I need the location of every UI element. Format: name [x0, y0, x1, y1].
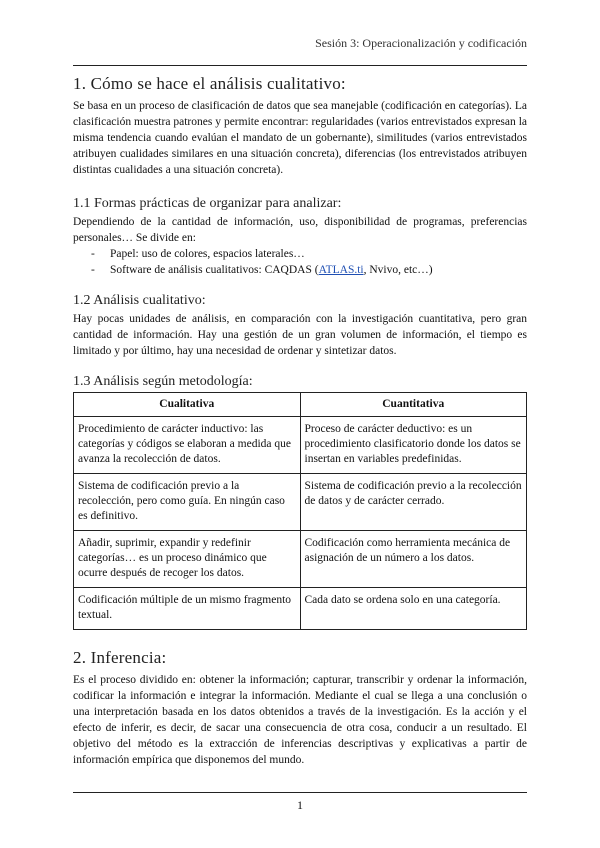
table-cell: Proceso de carácter deductivo: es un procedimiento clasificatorio donde los datos se insertan en variables predefinidas. [300, 417, 527, 474]
methodology-table [73, 392, 527, 630]
footer-divider [73, 792, 527, 793]
column-header-cuantitativa: Cuantitativa [300, 393, 527, 417]
section-heading: 2. Inferencia: [73, 648, 167, 667]
page-number: 1 [297, 798, 303, 812]
table-cell: Cada dato se ordena solo en una categoría. [300, 588, 527, 630]
subsection-paragraph: Dependiendo de la cantidad de información, uso, disponibilidad de programas, preferencias personales… Se divide en: [73, 216, 527, 244]
atlas-ti-link[interactable]: ATLAS.ti [318, 264, 364, 276]
bullet-list [73, 246, 527, 278]
header-divider [73, 65, 527, 66]
table-row [74, 474, 527, 531]
table-row [74, 531, 527, 588]
list-item-text: , Nvivo, etc…) [363, 264, 433, 276]
section-analisis-cualitativo-detalle [73, 293, 527, 359]
table-cell: Codificación múltiple de un mismo fragmento textual. [74, 588, 301, 630]
list-item-text: Software de análisis cualitativos: CAQDAS ( [110, 264, 319, 276]
subsection-paragraph: Hay pocas unidades de análisis, en comparación con la investigación cuantitativa, pero gran cantidad de información. Hay una gestión de un gran volumen de información, el tiempo es limitado y por último, hay una necesidad de ordenar y sintetizar datos. [73, 313, 527, 357]
subsection-heading: 1.1 Formas prácticas de organizar para analizar: [73, 196, 342, 211]
page-header: Sesión 3: Operacionalización y codificación [315, 36, 527, 50]
column-header-cualitativa: Cualitativa [74, 393, 301, 417]
table-row [74, 417, 527, 474]
section-inferencia [73, 648, 527, 768]
table-cell: Codificación como herramienta mecánica de asignación de un número a los datos. [300, 531, 527, 588]
section-formas-practicas [73, 196, 527, 278]
document-body [73, 74, 527, 768]
list-item [91, 262, 527, 278]
subsection-heading: 1.3 Análisis según metodología: [73, 374, 253, 389]
section-metodologia [73, 374, 527, 630]
list-item [91, 246, 527, 262]
table-header-row [74, 393, 527, 417]
section-paragraph: Es el proceso dividido en: obtener la información; capturar, transcribir y ordenar la información, codificar la información e integrar la información. Mediante el cual se llega a una conclusión o una interpretación basada en los datos obtenidos a través de la investigación. Es la acción y el efecto de inferir, es decir, de sacar una consecuencia de otra cosa, conducir a un resultado. El objetivo del método es la extracción de inferencias descriptivas y explicativas a partir de información empírica que disponemos del mundo. [73, 674, 527, 766]
table-row [74, 588, 527, 630]
table-cell: Sistema de codificación previo a la recolección de datos y de carácter cerrado. [300, 474, 527, 531]
section-analisis-cualitativo [73, 74, 527, 178]
subsection-heading: 1.2 Análisis cualitativo: [73, 293, 206, 308]
section-paragraph: Se basa en un proceso de clasificación de datos que sea manejable (codificación en categorías). La clasificación muestra patrones y permite encontrar: regularidades (varios entrevistados expresan la misma tendencia cuando evalúan el mandato de un gobernante), similitudes (varios entrevistados atribuyen cualidades similares en una situación concreta), diferencias (los entrevistados atribuyen distintas cualidades a una situación concreta). [73, 100, 527, 176]
list-item-text: Papel: uso de colores, espacios laterales… [110, 248, 305, 260]
table-cell: Añadir, suprimir, expandir y redefinir categorías… es un proceso dinámico que ocurre después de recoger los datos. [74, 531, 301, 588]
table-cell: Sistema de codificación previo a la recolección, pero como guía. En ningún caso es definitivo. [74, 474, 301, 531]
table-cell: Procedimiento de carácter inductivo: las categorías y códigos se elaboran a medida que avanza la recolección de datos. [74, 417, 301, 474]
section-heading: 1. Cómo se hace el análisis cualitativo: [73, 74, 346, 93]
